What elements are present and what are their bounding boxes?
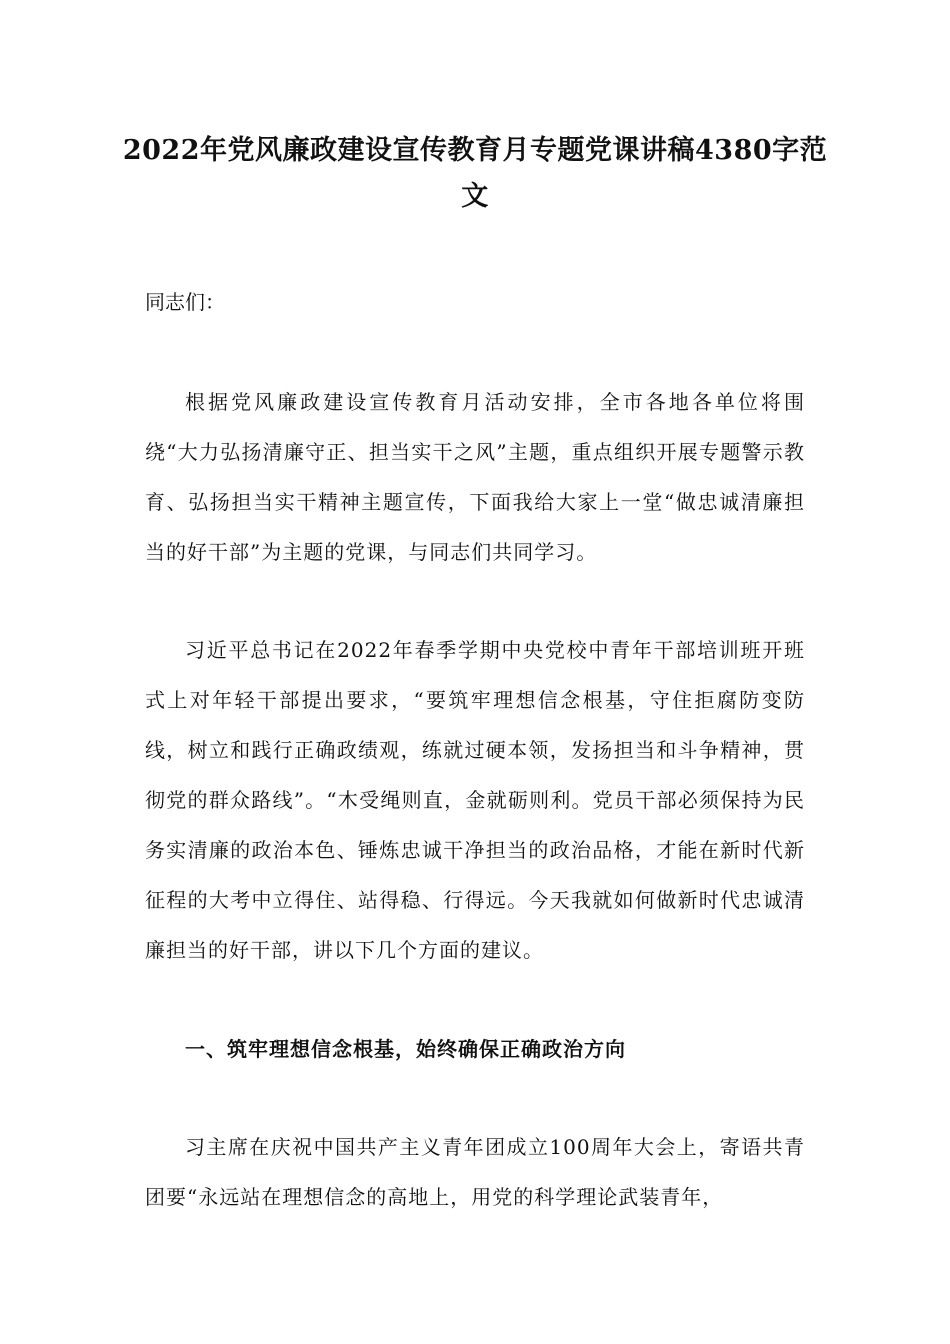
section-paragraph: 习主席在庆祝中国共产主义青年团成立100周年大会上，寄语共青团要“永远站在理想信念的高地上，用党的科学理论武装青年， xyxy=(145,1135,805,1209)
body-paragraph: 根据党风廉政建设宣传教育月活动安排，全市各地各单位将围绕“大力弘扬清廉守正、担当实干之风”主题，重点组织开展专题警示教育、弘扬担当实干精神主题宣传，下面我给大家上一堂“做忠诚清廉担当的好干部”为主题的党课，与同志们共同学习。 xyxy=(145,390,805,564)
document-title: 2022年党风廉政建设宣传教育月专题党课讲稿4380字范文 xyxy=(122,135,828,212)
section-heading: 一、筑牢理想信念根基，始终确保正确政治方向 xyxy=(185,1037,626,1061)
body-paragraph: 习近平总书记在2022年春季学期中央党校中青年干部培训班开班式上对年轻干部提出要求，“要筑牢理想信念根基，守住拒腐防变防线，树立和践行正确政绩观，练就过硬本领，发扬担当和斗争精神，贯彻党的群众路线”。“木受绳则直，金就砺则利。党员干部必须保持为民务实清廉的政治本色、锤炼忠诚干净担当的政治品格，才能在新时代新征程的大考中立得住、站得稳、行得远。今天我就如何做新时代忠诚清廉担当的好干部，讲以下几个方面的建议。 xyxy=(145,638,805,962)
greeting: 同志们： xyxy=(145,290,225,314)
